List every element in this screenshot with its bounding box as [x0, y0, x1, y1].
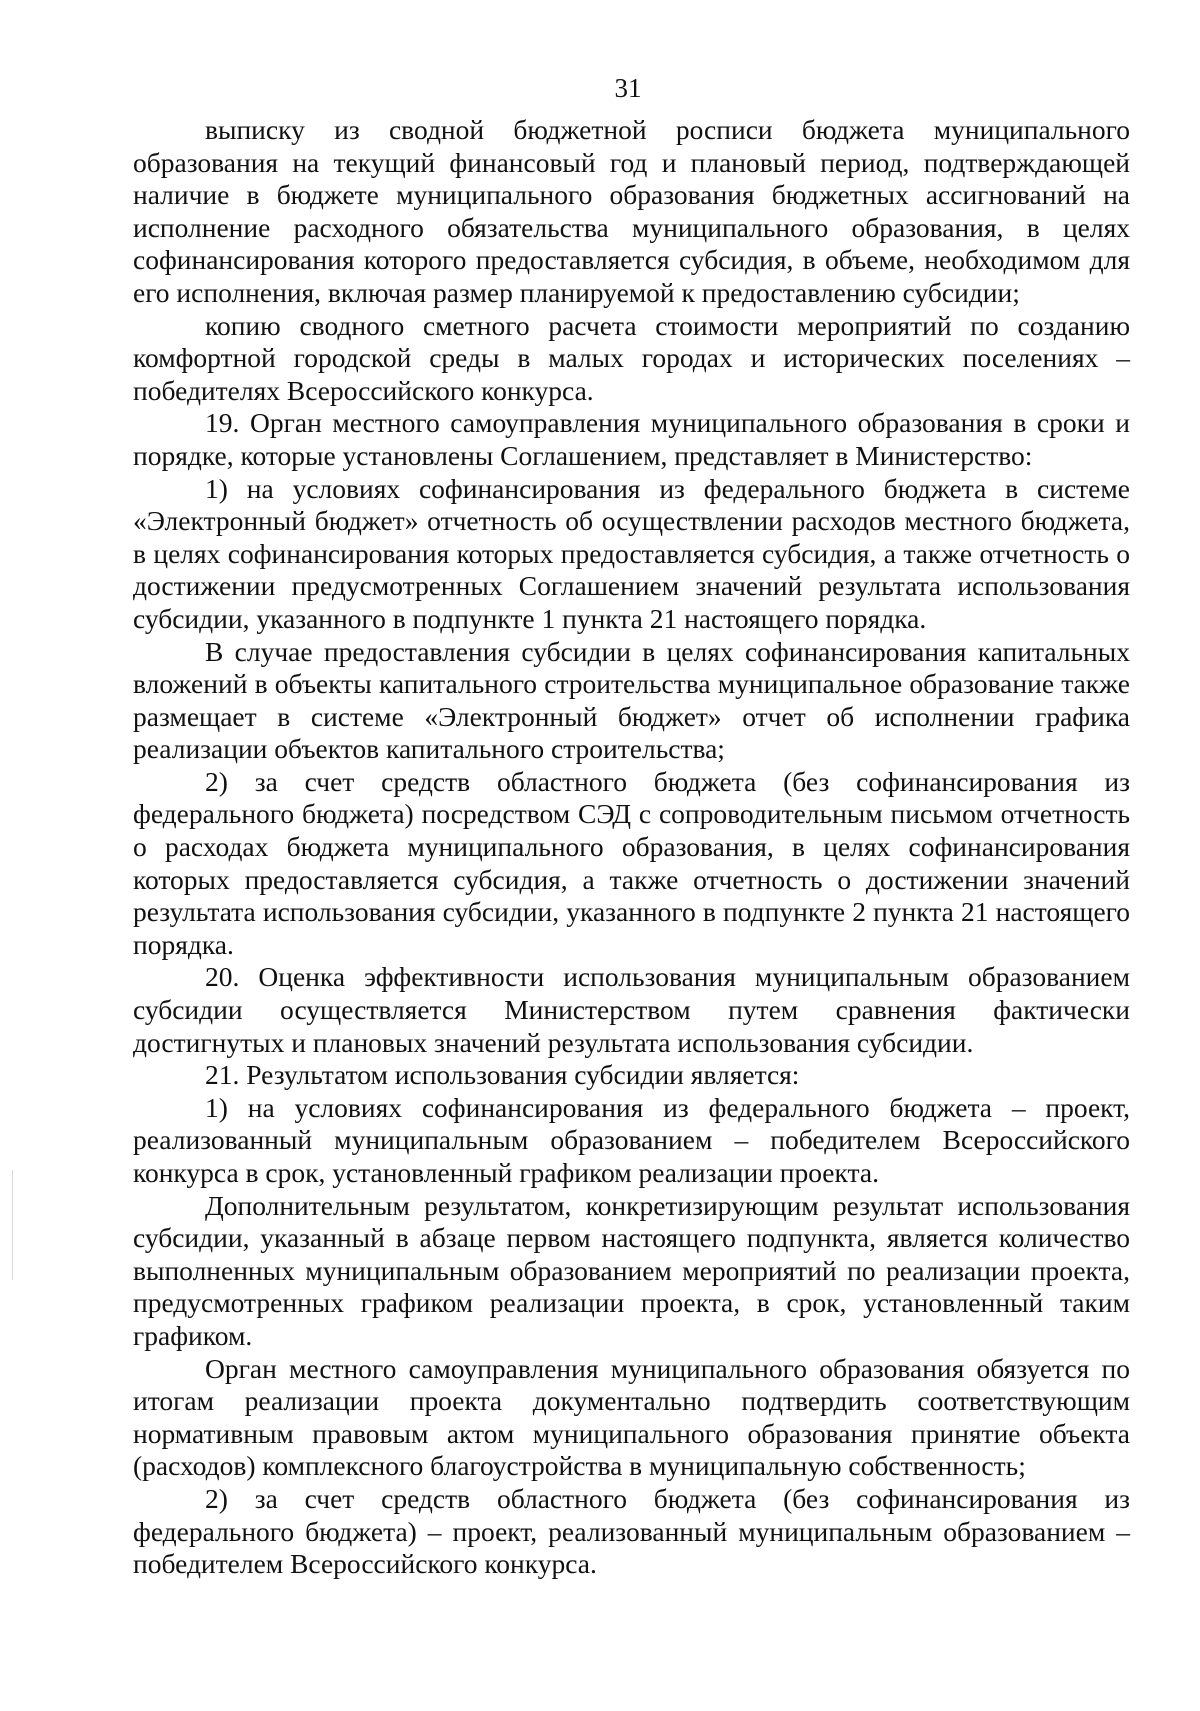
- paragraph-capital-investments: В случае предоставления субсидии в целях софинансирования капитальных вложений в объекты капитального строительства муниципальное образование также размещает в системе «Электронный бюджет» отчет об исполнении графика реализации объектов капитального строительства;: [133, 635, 1130, 765]
- scan-margin-mark: [12, 1170, 13, 1280]
- paragraph-clause-20: 20. Оценка эффективности использования муниципальным образованием субсидии осуществляется Министерством путем сравнения фактически достигнутых и плановых значений результата использования субсидии.: [133, 961, 1130, 1058]
- paragraph-clause-19: 19. Орган местного самоуправления муниципального образования в сроки и порядке, которые установлены Соглашением, представляет в Министерство:: [133, 407, 1130, 471]
- paragraph-municipal-obligation: Орган местного самоуправления муниципального образования обязуется по итогам реализации проекта документально подтвердить соответствующим нормативным правовым актом муниципального образования принятие объекта (расходов) комплексного благоустройства в муниципальную собственность;: [133, 1352, 1130, 1482]
- paragraph-clause-19-item-2: 2) за счет средств областного бюджета (без софинансирования из федерального бюджета) посредством СЭД с сопроводительным письмом отчетность о расходах бюджета муниципального образования, в целях софинансирования которых предоставляется субсидия, а также отчетность о достижении значений результата использования субсидии, указанного в подпункте 2 пункта 21 настоящего порядка.: [133, 765, 1130, 960]
- paragraph-clause-21-item-1: 1) на условиях софинансирования из федерального бюджета – проект, реализованный муниципальным образованием – победителем Всероссийского конкурса в срок, установленный графиком реализации проекта.: [133, 1091, 1130, 1188]
- paragraph-clause-21-item-2: 2) за счет средств областного бюджета (без софинансирования из федерального бюджета) – проект, реализованный муниципальным образованием – победителем Всероссийского конкурса.: [133, 1482, 1130, 1580]
- paragraph-additional-result: Дополнительным результатом, конкретизирующим результат использования субсидии, указанный в абзаце первом настоящего подпункта, является количество выполненных муниципальным образованием мероприятий по реализации проекта, предусмотренных графиком реализации проекта, в срок, установленный таким графиком.: [133, 1189, 1130, 1351]
- paragraph-budget-extract: выписку из сводной бюджетной росписи бюджета муниципального образования на текущий финансовый год и плановый период, подтверждающей наличие в бюджете муниципального образования бюджетных ассигнований на исполнение расходного обязательства муниципального образования, в целях софинансирования которого предоставляется субсидия, в объеме, необходимом для его исполнения, включая размер планируемой к предоставлению субсидии;: [133, 114, 1130, 308]
- paragraph-estimate-copy: копию сводного сметного расчета стоимости мероприятий по созданию комфортной городской среды в малых городах и исторических поселениях – победителях Всероссийского конкурса.: [133, 309, 1130, 406]
- document-body: [133, 114, 1130, 1581]
- page-number: 31: [614, 73, 642, 103]
- paragraph-clause-19-item-1: 1) на условиях софинансирования из федерального бюджета в системе «Электронный бюджет» отчетность об осуществлении расходов местного бюджета, в целях софинансирования которых предоставляется субсидия, а также отчетность о достижении предусмотренных Соглашением значений результата использования субсидии, указанного в подпункте 1 пункта 21 настоящего порядка.: [133, 472, 1130, 634]
- paragraph-clause-21: 21. Результатом использования субсидии является:: [205, 1059, 800, 1091]
